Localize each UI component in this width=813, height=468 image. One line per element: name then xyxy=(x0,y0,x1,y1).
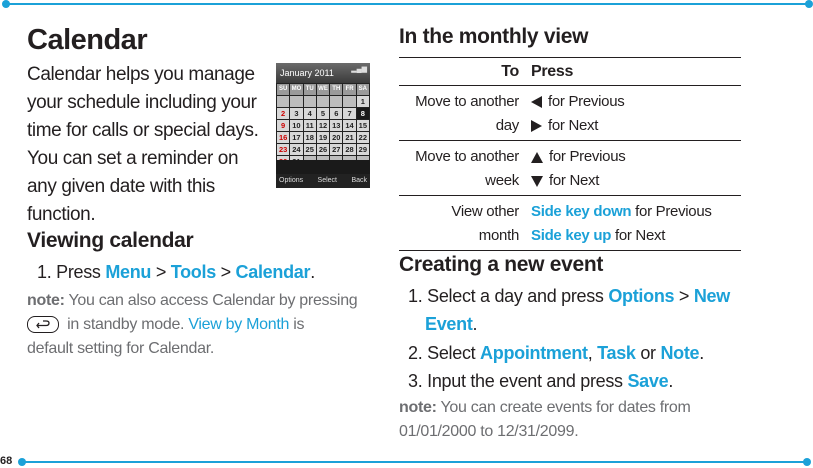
left-arrow-icon xyxy=(531,96,542,108)
calendar-day-cell: 22 xyxy=(358,133,368,142)
creating-note: note: You can create events for dates from 01/01/2000 to 12/31/2099. xyxy=(399,399,691,440)
calendar-day-cell: 29 xyxy=(358,145,368,154)
top-left-dot xyxy=(2,0,10,8)
calendar-day-cell: 17 xyxy=(292,133,301,142)
weekday-header: TH xyxy=(330,84,342,95)
menu-link: Menu xyxy=(105,262,152,282)
new-link: New xyxy=(693,286,730,306)
creating-step-3: 3. Input the event and press Save. xyxy=(408,371,674,391)
weekday-header: SU xyxy=(277,84,289,95)
monthly-view-heading: In the monthly view xyxy=(399,25,589,48)
down-arrow-icon xyxy=(531,176,543,187)
side-key-up: Side key up xyxy=(531,227,612,244)
task-link: Task xyxy=(597,343,636,363)
softkey-options: Options xyxy=(279,177,304,184)
col-press: Press xyxy=(531,62,574,80)
calendar-day-cell xyxy=(343,96,355,107)
calendar-day-cell xyxy=(304,96,316,107)
viewing-step-1: 1. Press Menu > Tools > Calendar. xyxy=(37,262,315,282)
phone-calendar-grid xyxy=(276,83,370,168)
weekday-header: FR xyxy=(343,84,355,95)
creating-step-2: 2. Select Appointment, Task or Note. xyxy=(408,343,704,363)
calendar-day-cell: 2 xyxy=(277,108,289,119)
creating-heading: Creating a new event xyxy=(399,253,604,276)
softkey-select: Select xyxy=(317,177,338,184)
calendar-day-cell: 8 xyxy=(357,108,369,119)
appointment-link: Appointment xyxy=(480,343,588,363)
calendar-day-cell: 5 xyxy=(317,108,329,119)
weekday-header: TU xyxy=(304,84,316,95)
calendar-day-cell: 19 xyxy=(318,133,328,142)
viewing-note: note: You can also access Calendar by pressing in standby mode. View by Month is default setting for Calendar. xyxy=(27,292,358,357)
weekday-header: SA xyxy=(357,84,369,95)
bottom-right-dot xyxy=(803,458,811,466)
calendar-day-cell xyxy=(330,96,342,107)
calendar-day-cell: 21 xyxy=(345,133,354,142)
view-by-month-link: View by Month xyxy=(188,316,290,333)
calendar-day-cell: 11 xyxy=(304,120,316,131)
calendar-screenshot xyxy=(276,63,370,188)
tools-link: Tools xyxy=(170,262,216,282)
calendar-day-cell: 3 xyxy=(290,108,302,119)
table-row: Move to another week for Previous for Next xyxy=(399,141,741,196)
calendar-day-cell: 23 xyxy=(278,145,288,154)
calendar-day-cell: 6 xyxy=(330,108,342,119)
table-header xyxy=(399,58,741,86)
save-link: Save xyxy=(627,371,669,391)
phone-title-bar xyxy=(276,63,370,83)
calendar-day-cell: 4 xyxy=(304,108,316,119)
col-to: To xyxy=(501,62,519,80)
top-right-dot xyxy=(805,0,813,8)
calendar-day-cell: 13 xyxy=(332,121,341,130)
weekday-header: WE xyxy=(317,84,329,95)
note-label: note: xyxy=(27,292,65,309)
calendar-day-cell xyxy=(277,96,289,107)
top-rule xyxy=(6,3,809,5)
softkey-back: Back xyxy=(351,177,367,184)
calendar-day-cell: 28 xyxy=(345,145,354,154)
table-row: Move to another day for Previous for Next xyxy=(399,86,741,141)
calendar-day-cell: 12 xyxy=(318,121,328,130)
page-title: Calendar xyxy=(27,24,148,56)
bottom-rule xyxy=(22,461,809,463)
calendar-day-cell: 27 xyxy=(332,145,341,154)
weekday-header: MO xyxy=(290,84,302,95)
table-row: View other month Side key down for Previous Side key up for Next xyxy=(399,196,741,251)
calendar-day-cell: 9 xyxy=(277,120,289,131)
viewing-heading: Viewing calendar xyxy=(27,229,194,252)
note-label: note: xyxy=(399,399,437,416)
calendar-day-cell: 1 xyxy=(357,96,369,107)
calendar-day-cell: 10 xyxy=(292,121,301,130)
calendar-day-cell xyxy=(317,96,329,107)
calendar-day-cell: 25 xyxy=(305,145,314,154)
calendar-day-cell: 14 xyxy=(345,121,354,130)
back-key-icon xyxy=(27,316,59,333)
phone-softkeys xyxy=(276,174,370,188)
calendar-day-cell xyxy=(290,96,302,107)
calendar-day-cell: 16 xyxy=(278,133,288,142)
calendar-day-cell: 24 xyxy=(292,145,301,154)
intro-paragraph: Calendar helps you manage your schedule including your time for calls or special days. You can set a reminder on any given date with this function. xyxy=(27,64,259,225)
bottom-left-dot xyxy=(18,458,26,466)
event-link: Event xyxy=(425,314,473,334)
calendar-day-cell: 15 xyxy=(358,121,368,130)
creating-step-1: 1. Select a day and press Options > New Event. xyxy=(408,286,730,334)
calendar-day-cell: 20 xyxy=(332,133,341,142)
page-number: 68 xyxy=(0,455,13,467)
navigation-table xyxy=(399,57,741,251)
calendar-day-cell: 18 xyxy=(305,133,314,142)
options-link: Options xyxy=(608,286,675,306)
calendar-day-cell: 7 xyxy=(343,108,355,119)
signal-icon: ▂▄▆ xyxy=(351,66,367,73)
up-arrow-icon xyxy=(531,152,543,163)
right-arrow-icon xyxy=(531,120,542,132)
side-key-down: Side key down xyxy=(531,203,632,220)
phone-month-title: January 2011 xyxy=(280,68,334,78)
note-link: Note xyxy=(660,343,700,363)
calendar-day-cell: 26 xyxy=(318,145,328,154)
phone-icon-strip xyxy=(276,160,370,174)
calendar-link: Calendar xyxy=(235,262,311,282)
